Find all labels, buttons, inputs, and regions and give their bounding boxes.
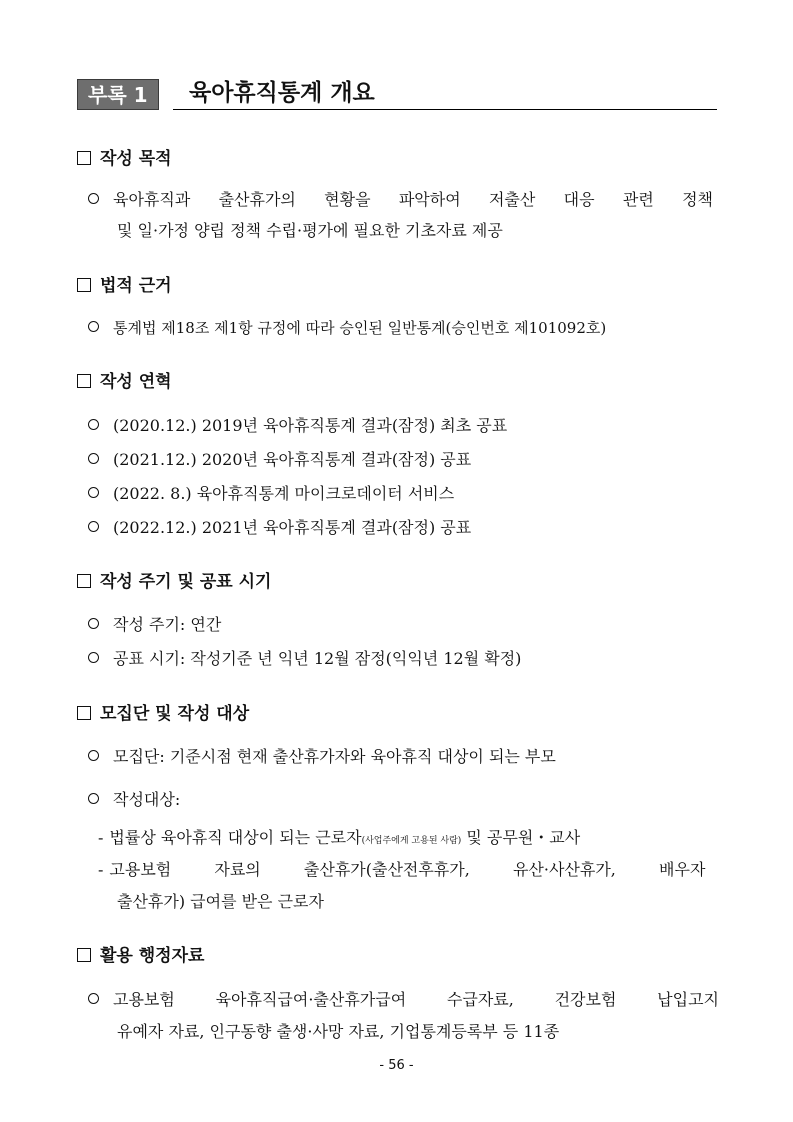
list-item: (2020.12.) 2019년 육아휴직통계 결과(잠정) 최초 공표 [88,411,507,441]
circle-bullet-icon [88,521,99,532]
list-item: 통계법 제18조 제1항 규정에 따라 승인된 일반통계(승인번호 제101092호) [88,313,606,343]
list-item: 공표 시기: 작성기준 년 익년 12월 잠정(익익년 12월 확정) [88,644,521,674]
section-heading-purpose: 작성 목적 [77,147,172,171]
section-heading-legal-basis: 법적 근거 [77,274,172,298]
checkbox-square-icon [77,948,91,962]
list-item: 작성 주기: 연간 [88,610,221,640]
circle-bullet-icon [88,652,99,663]
circle-bullet-icon [88,453,99,464]
list-item: (2022. 8.) 육아휴직통계 마이크로데이터 서비스 [88,479,454,509]
circle-bullet-icon [88,419,99,430]
appendix-title-row [77,76,717,110]
dash-list-item-continuation: 출산휴가) 급여를 받은 근로자 [117,892,324,911]
title-underline [173,109,717,110]
circle-bullet-icon [88,993,99,1004]
dash-list-item: - 법률상 육아휴직 대상이 되는 근로자(사업주에게 고용된 사람) 및 공무원・교사 [98,828,581,847]
circle-bullet-icon [88,793,99,804]
list-item: 작성대상: [88,785,180,815]
page-number: - 56 - [379,1058,414,1073]
checkbox-square-icon [77,278,91,292]
circle-bullet-icon [88,618,99,629]
list-item: (2022.12.) 2021년 육아휴직통계 결과(잠정) 공표 [88,513,471,543]
appendix-badge: 부록 1 [77,79,159,110]
list-item: (2021.12.) 2020년 육아휴직통계 결과(잠정) 공표 [88,445,471,475]
circle-bullet-icon [88,321,99,332]
circle-bullet-icon [88,193,99,204]
list-item: 육아휴직과 출산휴가의 현황을 파악하여 저출산 대응 관련 정책 [88,185,713,215]
section-heading-history: 작성 연혁 [77,370,172,394]
section-heading-population: 모집단 및 작성 대상 [77,702,249,726]
circle-bullet-icon [88,487,99,498]
list-item-continuation: 및 일·가정 양립 정책 수립·평가에 필요한 기초자료 제공 [117,221,503,240]
section-heading-admin-data: 활용 행정자료 [77,944,204,968]
checkbox-square-icon [77,374,91,388]
checkbox-square-icon [77,706,91,720]
list-item: 모집단: 기준시점 현재 출산휴가자와 육아휴직 대상이 되는 부모 [88,742,556,772]
list-item: 고용보험 육아휴직급여·출산휴가급여 수급자료, 건강보험 납입고지 [88,985,719,1015]
footnote-small-text: (사업주에게 고용된 사람) [361,836,462,846]
checkbox-square-icon [77,151,91,165]
list-item-continuation: 유예자 자료, 인구동향 출생·사망 자료, 기업통계등록부 등 11종 [117,1022,560,1041]
circle-bullet-icon [88,750,99,761]
checkbox-square-icon [77,574,91,588]
section-heading-cycle: 작성 주기 및 공표 시기 [77,570,271,594]
dash-list-item: - 고용보험 자료의 출산휴가(출산전후휴가, 유산·사산휴가, 배우자 [98,860,706,879]
page-title: 육아휴직통계 개요 [189,80,375,106]
